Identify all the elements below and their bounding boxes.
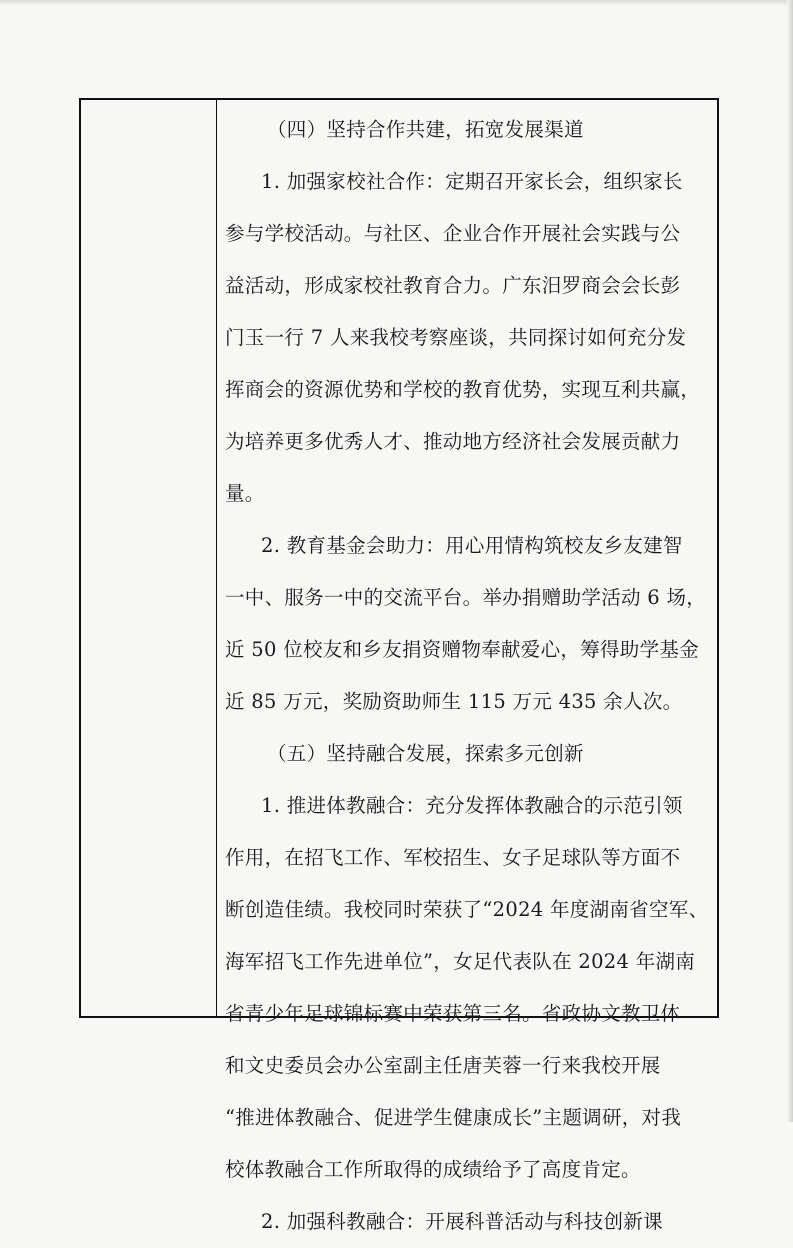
paragraph-line: 和文史委员会办公室副主任唐芙蓉一行来我校开展 xyxy=(225,1054,661,1077)
report-table xyxy=(79,98,719,1233)
paragraph-line: 近 50 位校友和乡友捐资赠物奉献爱心，筹得助学基金 xyxy=(225,638,700,661)
scan-edge-top xyxy=(0,0,793,6)
paragraph-line: 近 85 万元，奖励资助师生 115 万元 435 余人次。 xyxy=(225,690,683,713)
paragraph-line: 断创造佳绩。我校同时荣获了“2024 年度湖南省空军、 xyxy=(225,898,709,921)
paragraph-line: “推进体教融合、促进学生健康成长”主题调研，对我 xyxy=(225,1106,682,1129)
paragraph-line: 参与学校活动。与社区、企业合作开展社会实践与公 xyxy=(225,222,681,245)
table-label-column xyxy=(81,100,217,1016)
paragraph-line: 量。 xyxy=(225,482,265,505)
paragraph-line: 为培养更多优秀人才、推动地方经济社会发展贡献力 xyxy=(225,430,681,453)
section-heading-4: （四）坚持合作共建，拓宽发展渠道 xyxy=(267,118,584,141)
paragraph-line: 2. 教育基金会助力：用心用情构筑校友乡友建智 xyxy=(261,534,683,557)
table-content-column xyxy=(217,100,719,1233)
paragraph-line: 省青少年足球锦标赛中荣获第三名。省政协文教卫体 xyxy=(225,1002,681,1025)
paragraph-line: 门玉一行 7 人来我校考察座谈，共同探讨如何充分发 xyxy=(225,326,687,349)
paragraph-line: 2. 加强科教融合：开展科普活动与科技创新课 xyxy=(261,1210,663,1233)
scan-edge-right xyxy=(787,0,793,1122)
paragraph-line: 一中、服务一中的交流平台。举办捐赠助学活动 6 场， xyxy=(225,586,707,609)
paragraph-line: 挥商会的资源优势和学校的教育优势，实现互利共赢， xyxy=(225,378,701,401)
section-heading-5: （五）坚持融合发展，探索多元创新 xyxy=(267,742,584,765)
paragraph-line: 1. 推进体教融合：充分发挥体教融合的示范引领 xyxy=(261,794,683,817)
paragraph-line: 作用，在招飞工作、军校招生、女子足球队等方面不 xyxy=(225,846,681,869)
paragraph-line: 益活动，形成家校社教育合力。广东汨罗商会会长彭 xyxy=(225,274,681,297)
paragraph-line: 校体教融合工作所取得的成绩给予了高度肯定。 xyxy=(225,1158,641,1181)
paragraph-line: 1. 加强家校社合作：定期召开家长会，组织家长 xyxy=(261,170,683,193)
paragraph-line: 海军招飞工作先进单位”，女足代表队在 2024 年湖南 xyxy=(225,950,696,973)
